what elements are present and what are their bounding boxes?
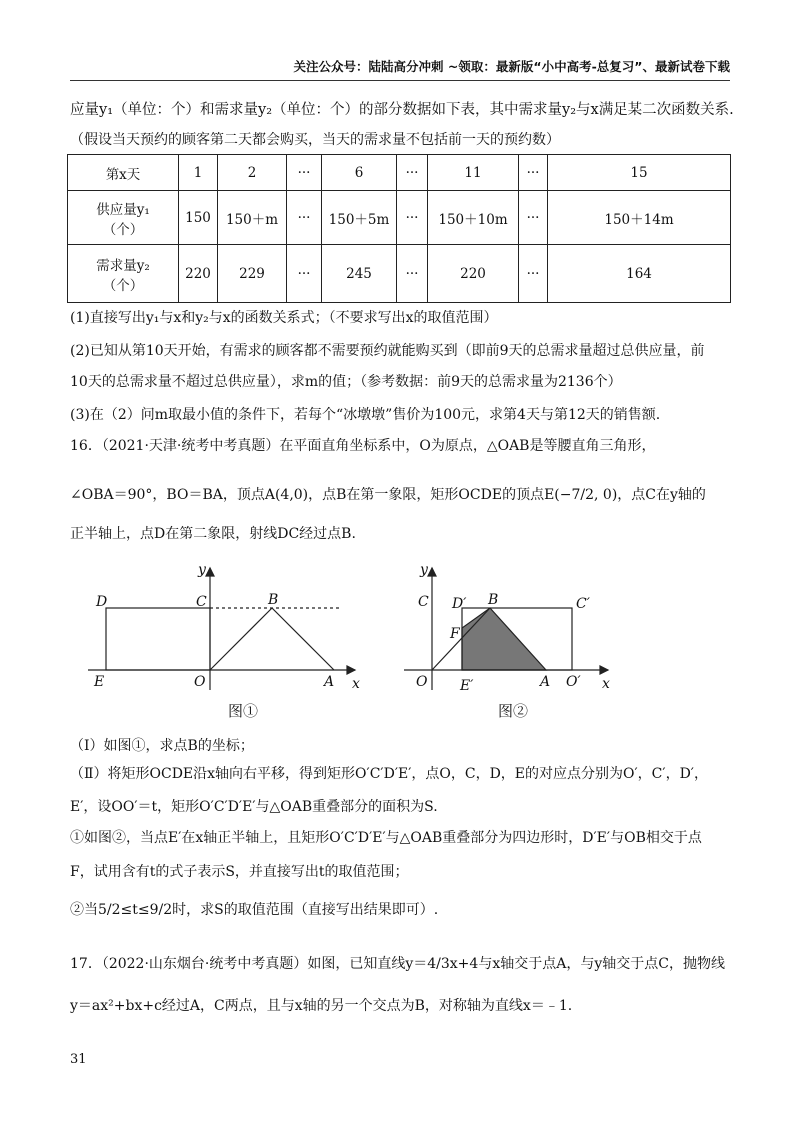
label-C: C <box>418 594 429 610</box>
label-y: y <box>420 562 428 578</box>
q15-part-2a: (2)已知从第10天开始，有需求的顾客都不需要预约就能购买到（即前9天的总需求量超过总供应量，前 <box>70 343 705 359</box>
table-cell: 164 <box>548 245 731 303</box>
label-x: x <box>352 676 360 692</box>
table-cell: ··· <box>287 191 322 245</box>
label-O-prime: O′ <box>566 674 581 690</box>
label-A: A <box>324 674 335 690</box>
label-C-prime: C′ <box>576 596 590 612</box>
table-cell: 150 <box>179 191 218 245</box>
label-O: O <box>194 674 206 690</box>
table-cell: 150＋10m <box>428 191 519 245</box>
table-cell: ··· <box>397 245 428 303</box>
table-cell: ··· <box>397 191 428 245</box>
q16-line-1: 16．（2021·天津·统考中考真题）在平面直角坐标系中，O为原点，△OAB是等腰直角三角形， <box>70 438 656 454</box>
q15-part-1: (1)直接写出y₁与x和y₂与x的函数关系式；（不要求写出x的取值范围） <box>70 310 498 326</box>
table-cell: 220 <box>179 245 218 303</box>
figure-1 <box>80 560 380 700</box>
table-header-cell: ··· <box>287 155 322 191</box>
label-B: B <box>268 592 279 608</box>
q16-sub-3b: F，试用含有t的式子表示S，并直接写出t的取值范围； <box>70 864 409 880</box>
figure-1-caption: 图① <box>228 702 259 720</box>
table-header-cell: 2 <box>218 155 287 191</box>
q17-line-1: 17．（2022·山东烟台·统考中考真题）如图，已知直线y＝4/3x+4与x轴交于点A，与y轴交于点C，抛物线 <box>70 956 725 972</box>
label-B: B <box>488 592 499 608</box>
table-cell: 150＋5m <box>322 191 397 245</box>
intro-line-1: 应量y₁（单位：个）和需求量y₂（单位：个）的部分数据如下表，其中需求量y₂与x满足某二次函数关系. <box>70 102 734 118</box>
table-cell: 220 <box>428 245 519 303</box>
q16-line-2: ∠OBA＝90°，BO＝BA，顶点A(4,0)，点B在第一象限，矩形OCDE的顶点E(−7/2, 0)，点C在y轴的 <box>70 487 706 503</box>
table-cell: 150＋14m <box>548 191 731 245</box>
table-header-cell: 11 <box>428 155 519 191</box>
table-cell: ··· <box>287 245 322 303</box>
label-A: A <box>540 674 551 690</box>
label-D-prime: D′ <box>452 596 467 612</box>
page-number: 31 <box>70 1052 87 1067</box>
q16-sub-1: （Ⅰ）如图①，求点B的坐标； <box>70 738 254 754</box>
intro-line-2: （假设当天预约的顾客第二天都会购买，当天的需求量不包括前一天的预约数） <box>70 132 560 148</box>
table-cell: ··· <box>519 191 548 245</box>
table-header-cell: 1 <box>179 155 218 191</box>
label-E: E <box>94 674 105 690</box>
supply-demand-table <box>67 154 731 303</box>
q16-line-3: 正半轴上，点D在第二象限，射线DC经过点B. <box>70 526 356 542</box>
demand-label: 需求量y₂ （个） <box>68 245 179 303</box>
table-cell: 150＋m <box>218 191 287 245</box>
supply-label: 供应量y₁ （个） <box>68 191 179 245</box>
label-D: D <box>96 594 108 610</box>
page-header: 关注公众号：陆陆高分冲刺 ~领取：最新版“小中高考-总复习”、最新试卷下载 <box>70 58 730 81</box>
table-header-cell: ··· <box>519 155 548 191</box>
label-x: x <box>602 676 610 692</box>
label-E-prime: E′ <box>460 678 474 694</box>
table-cell: 229 <box>218 245 287 303</box>
figure-2-caption: 图② <box>498 702 529 720</box>
label-O: O <box>416 674 428 690</box>
figure-2 <box>400 560 620 700</box>
q17-line-2: y＝ax²+bx+c经过A，C两点，且与x轴的另一个交点为B，对称轴为直线x＝﹣1. <box>70 998 573 1014</box>
label-F: F <box>450 626 460 642</box>
q15-part-2b: 10天的总需求量不超过总供应量），求m的值；（参考数据：前9天的总需求量为2136个） <box>70 374 622 390</box>
q16-sub-2b: E′，设OO′＝t，矩形O′C′D′E′与△OAB重叠部分的面积为S. <box>70 799 438 815</box>
q15-part-3: (3)在（2）问m取最小值的条件下，若每个“冰墩墩”售价为100元，求第4天与第12天的销售额. <box>70 407 661 423</box>
table-header-cell: 15 <box>548 155 731 191</box>
label-y: y <box>198 562 206 578</box>
overlap-region <box>462 608 546 670</box>
table-header-cell: ··· <box>397 155 428 191</box>
table-header-cell: 6 <box>322 155 397 191</box>
table-cell: ··· <box>519 245 548 303</box>
table-header-cell: 第x天 <box>68 155 179 191</box>
q16-sub-3a: ①如图②，当点E′在x轴正半轴上，且矩形O′C′D′E′与△OAB重叠部分为四边形时，D′E′与OB相交于点 <box>70 830 702 846</box>
q16-sub-2a: （Ⅱ）将矩形OCDE沿x轴向右平移，得到矩形O′C′D′E′，点O，C，D，E的对应点分别为O′，C′，D′， <box>70 766 708 782</box>
table-cell: 245 <box>322 245 397 303</box>
label-C: C <box>196 594 207 610</box>
q16-sub-4: ②当5/2≤t≤9/2时，求S的取值范围（直接写出结果即可）. <box>70 902 439 918</box>
